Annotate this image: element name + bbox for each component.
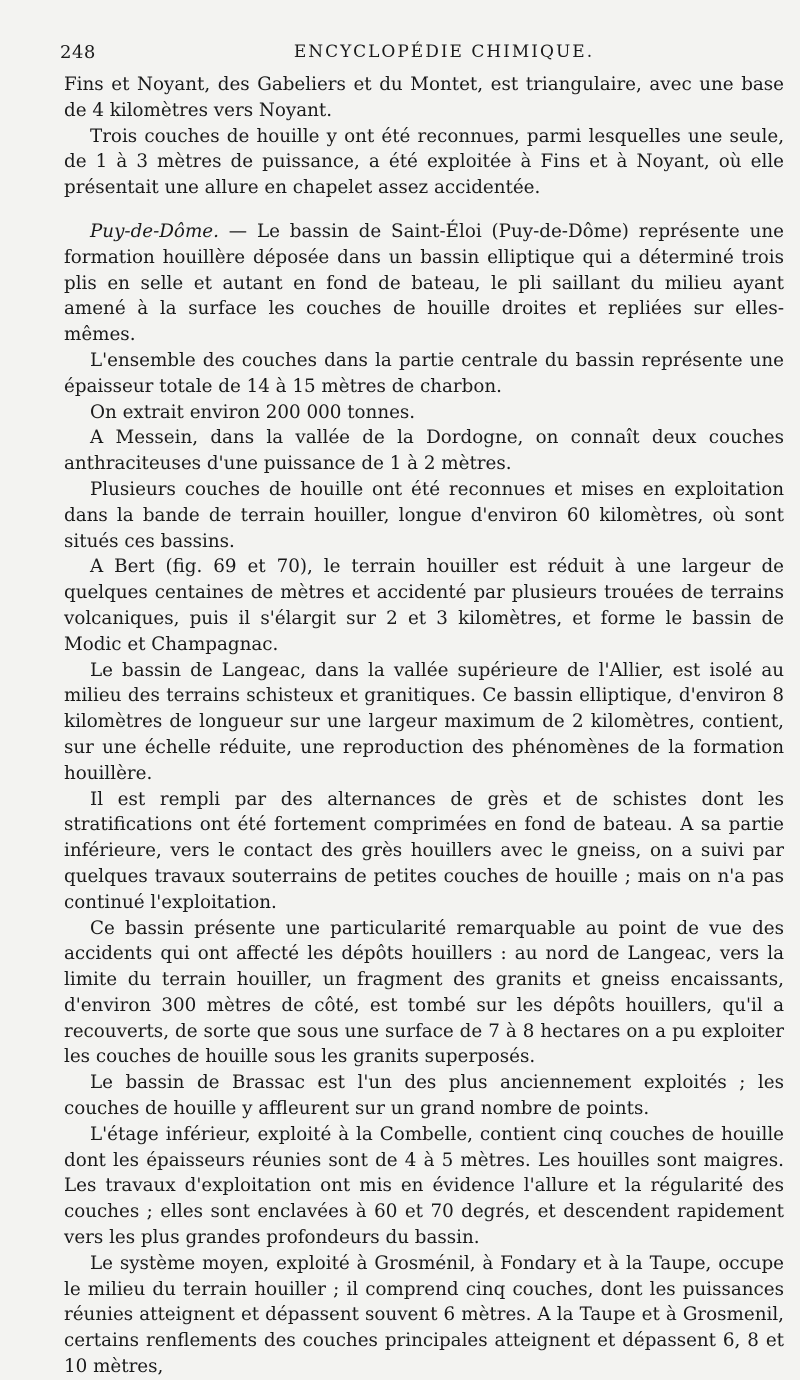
paragraph: Il est rempli par des alternances de grès et de schistes dont les stratifications ont été fortement comprimées en fond de bateau. A sa partie inférieure, vers le contact des grès houillers avec le gneiss, on a suivi par quelques travaux souterrains de petites couches de houille ; mais on n'a pas continué l'exploitation. [64, 788, 784, 913]
section-heading: Puy-de-Dôme. [90, 220, 219, 242]
running-title: ENCYCLOPÉDIE CHIMIQUE. [293, 42, 595, 62]
section-paragraph [64, 219, 784, 348]
paragraph: Le bassin de Langeac, dans la vallée supérieure de l'Allier, est isolé au milieu des terrains schisteux et granitiques. Ce bassin elliptique, d'environ 8 kilomètres de longueur sur une largeur maximum de 2 kilomètres, contient, sur une échelle réduite, une reproduction des phénomènes de la formation houillère. [64, 659, 784, 784]
body-text [64, 72, 784, 1380]
running-head [60, 42, 784, 72]
paragraph: A Messein, dans la vallée de la Dordogne, on connaît deux couches anthraciteuses d'une puissance de 1 à 2 mètres. [64, 427, 784, 475]
page-number: 248 [60, 42, 96, 63]
paragraph: Plusieurs couches de houille ont été reconnues et mises en exploitation dans la bande de terrain houiller, longue d'environ 60 kilomètres, où sont situés ces bassins. [64, 478, 784, 552]
paragraph: Le système moyen, exploité à Grosménil, à Fondary et à la Taupe, occupe le milieu du terrain houiller ; il comprend cinq couches, dont les puissances réunies atteignent et dépassent souvent 6 mètres. A la Taupe et à Grosmenil, certains renflements des couches principales atteignent et dépassent 6, 8 et 10 mètres, [64, 1252, 784, 1378]
paragraph: Ce bassin présente une particularité remarquable au point de vue des accidents qui ont affecté les dépôts houillers : au nord de Langeac, vers la limite du terrain houiller, un fragment des granits et gneiss encaissants, d'environ 300 mètres de côté, est tombé sur les dépôts houillers, qu'il a recouverts, de sorte que sous une surface de 7 à 8 hectares on a pu exploiter les couches de houille sous les granits superposés. [64, 917, 784, 1068]
paragraph: On extrait environ 200 000 tonnes. [90, 401, 416, 423]
paragraph: L'ensemble des couches dans la partie centrale du bassin représente une épaisseur totale de 14 à 15 mètres de charbon. [64, 349, 784, 397]
paragraph-text: — Le bassin de Saint-Éloi (Puy-de-Dôme) représente une formation houillère déposée dans un bassin elliptique qui a déterminé trois plis en selle et autant en fond de bateau, le pli saillant du milieu ayant amené à la surface les couches de houille droites et repliées sur elles-mêmes. [64, 220, 784, 346]
paragraph: Trois couches de houille y ont été reconnues, parmi lesquelles une seule, de 1 à 3 mètres de puissance, a été exploitée à Fins et à Noyant, où elle présentait une allure en chapelet assez accidentée. [64, 125, 784, 199]
paragraph: A Bert (fig. 69 et 70), le terrain houiller est réduit à une largeur de quelques centaines de mètres et accidenté par plusieurs trouées de terrains volcaniques, puis il s'élargit sur 2 et 3 kilomètres, et forme le bassin de Modic et Champagnac. [64, 556, 784, 655]
paragraph: Fins et Noyant, des Gabeliers et du Montet, est triangulaire, avec une base de 4 kilomètres vers Noyant. [64, 74, 784, 121]
paragraph: L'étage inférieur, exploité à la Combelle, contient cinq couches de houille dont les épaisseurs réunies sont de 4 à 5 mètres. Les houilles sont maigres. Les travaux d'exploitation ont mis en évidence l'allure et la régularité des couches ; elles sont enclavées à 60 et 70 degrés, et descendent rapidement vers les plus grandes profondeurs du bassin. [64, 1123, 784, 1249]
paragraph: Le bassin de Brassac est l'un des plus anciennement exploités ; les couches de houille y affleurent sur un grand nombre de points. [64, 1072, 784, 1120]
